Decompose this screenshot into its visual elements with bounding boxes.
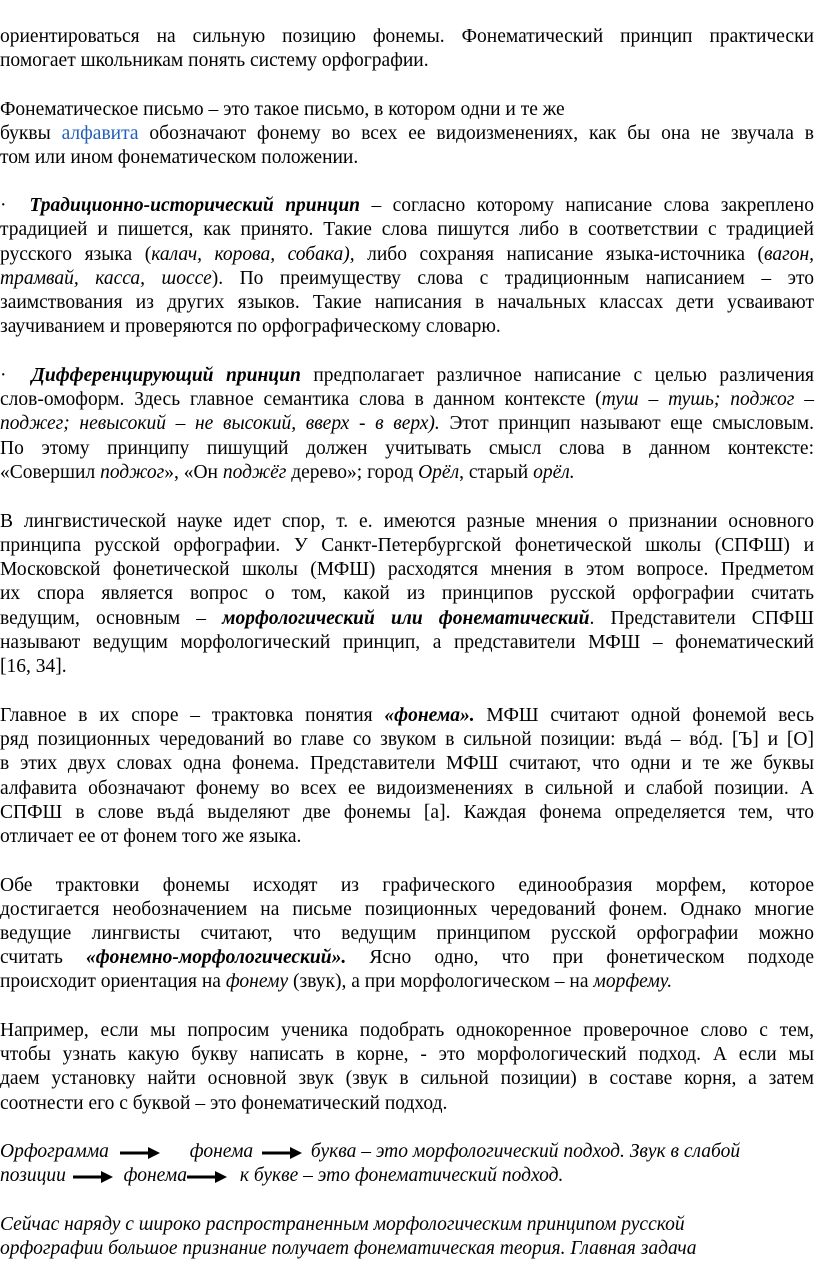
text-span: слов-омоформ. Здесь главное семантика слова в данном контексте ( [0, 389, 602, 410]
text-line: традицией и пишется, как принято. Такие слова пишутся либо в соответствии с традицией [0, 219, 814, 240]
text-span: МФШ считают одной фонемой весь [474, 705, 814, 726]
text-line: достигается необозначением на письме позиционных чередований фонем. Однако многие [0, 899, 814, 920]
text-line [0, 704, 814, 728]
text-line [0, 412, 814, 436]
scheme-word: позиции [0, 1165, 66, 1186]
text-span: , старый [459, 462, 534, 483]
text-line: чтобы узнать какую букву написать в корне, - это морфологический подход. А если мы [0, 1044, 814, 1065]
example-word: поджог [100, 462, 165, 483]
arrow-right-icon [73, 1170, 115, 1184]
example-word: орёл. [533, 462, 575, 483]
text-span: (звук), а при морфологическом – на [288, 971, 594, 992]
bullet: · [0, 195, 7, 216]
text-line: отличает ее от фонем того же языка. [0, 826, 302, 847]
arrow-right-icon [187, 1170, 229, 1184]
scheme-line [0, 1140, 740, 1164]
text-line [0, 946, 814, 970]
scheme-text: к букве – это фонематический подход. [239, 1165, 564, 1186]
text-line: Например, если мы попросим ученика подобрать однокоренное проверочное слово с тем, [0, 1020, 814, 1041]
term-phoneme: «фонема». [384, 705, 475, 726]
text-line: помогает школьникам понять систему орфографии. [0, 50, 429, 71]
example-word: Орёл [418, 462, 460, 483]
text-span: – согласно которому написание слова закреплено [360, 195, 814, 216]
text-span: . Представители СПФШ [589, 608, 814, 629]
example-words: поджег; невысокий – не высокий, вверх - в верх). [0, 413, 440, 434]
text-span: буквы [0, 123, 62, 144]
text-span: обозначают фонему во всех ее видоизменениях, как бы она не звучала в [138, 123, 814, 144]
example-words: туш – тушь; поджог – [601, 389, 814, 410]
text-line: заимствования из других языков. Такие написания в начальных классах дети усваивают [0, 292, 814, 313]
example-words: калач, корова, собака), [151, 244, 355, 265]
text-line: Сейчас наряду с широко распространенным морфологическим принципом русской [0, 1214, 685, 1235]
text-line [0, 970, 672, 994]
scheme-line [0, 1164, 563, 1188]
text-line: том или ином фонематическом положении. [0, 147, 359, 168]
text-line [0, 364, 814, 388]
text-line: ведущие лингвисты считают, что ведущим принципом русской орфографии можно [0, 923, 814, 944]
text-line: СПФШ в слове въдá выделяют две фонемы [а]. Каждая фонема определяется тем, что [0, 802, 814, 823]
text-line: называют ведущим морфологический принцип, а представители МФШ – фонематический [0, 632, 814, 653]
text-line: заучиванием и проверяются по орфографическому словарю. [0, 316, 501, 337]
text-line: В лингвистической науке идет спор, т. е. имеются разные мнения о признании основного [0, 511, 814, 532]
term-differential: Дифференцирующий принцип [31, 365, 301, 386]
text-line: Московской фонетической школы (МФШ) расходятся мнения в этом вопросе. Предметом [0, 559, 814, 580]
text-line [0, 194, 814, 218]
text-span: «Совершил [0, 462, 101, 483]
alphabet-link[interactable]: алфавита [61, 123, 139, 144]
text-span: ведущим, основным – [0, 608, 223, 629]
term-phonemic-morphological: «фонемно-морфологический». [85, 947, 347, 968]
example-words: вагон, [764, 244, 814, 265]
italic-word: морфему. [593, 971, 673, 992]
scheme-word: Орфограмма [0, 1141, 109, 1162]
text-line: принципа русской орфографии. У Санкт-Петербургской фонетической школы (СПФШ) и [0, 535, 814, 556]
text-line: орфографии большое признание получает фонематическая теория. Главная задача [0, 1238, 697, 1259]
text-span: русского языка ( [0, 244, 152, 265]
text-span: Ясно одно, что при фонетическом подходе [346, 947, 814, 968]
text-span: предполагает различное написание с целью различения [300, 365, 815, 386]
text-line: даем установку найти основной звук (звук в сильной позиции) в составе корня, а затем [0, 1068, 814, 1089]
text-line: Обе трактовки фонемы исходят из графического единообразия морфем, которое [0, 875, 814, 896]
scheme-word: фонема [189, 1141, 254, 1162]
text-line: ориентироваться на сильную позицию фонемы. Фонематический принцип практически [0, 26, 814, 47]
text-line [0, 461, 575, 485]
text-line [0, 243, 814, 267]
term-principles: морфологический или фонематический [222, 608, 590, 629]
text-line [0, 607, 814, 631]
example-words: трамвай, касса, шоссе [0, 268, 212, 289]
term-traditional: Традиционно-исторический принцип [29, 195, 361, 216]
text-span: ). По преимуществу слова с традиционным написанием – это [211, 268, 815, 289]
text-line: ряд позиционных чередований во главе со звуком в сильной позиции: въдá – вóд. [Ъ] и [О] [0, 729, 814, 750]
scheme-text: буква – это морфологический подход. Звук в слабой [310, 1141, 741, 1162]
example-word: поджёг [222, 462, 287, 483]
text-line: [16, 34]. [0, 656, 67, 677]
text-line: Фонематическое письмо – это такое письмо, в котором одни и те же [0, 99, 565, 120]
text-line [0, 267, 814, 291]
text-span: дерево»; город [286, 462, 419, 483]
text-span: Этот принцип называют еще смысловым. [439, 413, 814, 434]
text-span: происходит ориентация на [0, 971, 226, 992]
text-line [0, 388, 814, 412]
text-span: Главное в их споре – трактовка понятия [0, 705, 385, 726]
text-line: алфавита обозначают фонему во всех ее видоизменениях в сильной и слабой позиции. А [0, 778, 814, 799]
arrow-right-icon [262, 1146, 304, 1160]
arrow-right-icon [120, 1146, 162, 1160]
text-line: их спора является вопрос о том, какой из принципов русской орфографии считать [0, 583, 814, 604]
text-span: либо сохраняя написание языка-источника ( [354, 244, 764, 265]
italic-word: фонему [225, 971, 289, 992]
text-line: соотнести его с буквой – это фонематический подход. [0, 1093, 448, 1114]
text-line [0, 122, 814, 146]
scheme-word: фонема [123, 1165, 187, 1186]
text-span: считать [0, 947, 86, 968]
text-span: », «Он [164, 462, 223, 483]
bullet: · [0, 365, 7, 386]
text-line: в этих двух словах одна фонема. Представители МФШ считают, что одни и те же буквы [0, 753, 814, 774]
text-line: По этому принципу пишущий должен учитывать смысл слова в данном контексте: [0, 438, 814, 459]
